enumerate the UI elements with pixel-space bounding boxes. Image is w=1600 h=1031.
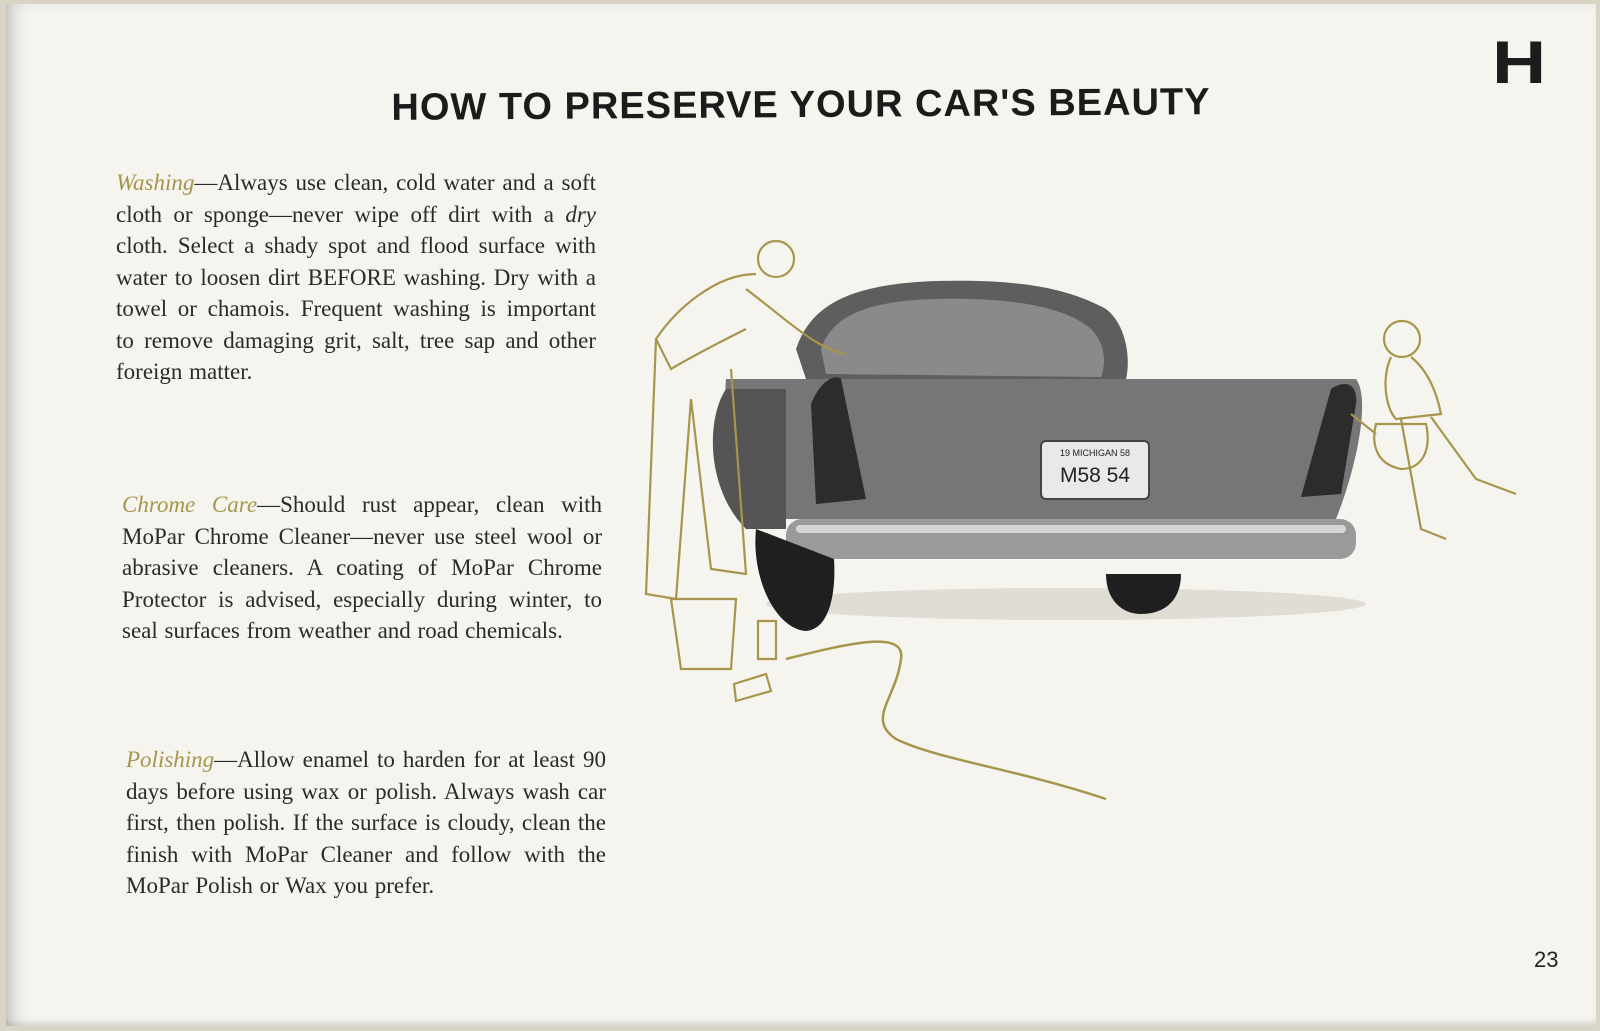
man-head: [758, 241, 794, 277]
boy-head: [1384, 321, 1420, 357]
car-washing-illustration: [636, 229, 1556, 829]
car-shadow: [766, 588, 1366, 620]
washing-paragraph: [116, 167, 596, 388]
brush: [734, 674, 771, 701]
chrome-care-paragraph: [122, 489, 602, 647]
watering-can: [1351, 414, 1428, 469]
polishing-heading: Polishing: [126, 747, 215, 772]
washing-text: —Always use clean, cold water and a soft cloth or sponge—never wipe off dirt with a: [116, 170, 596, 227]
page-number: 23: [1534, 947, 1559, 972]
bumper-shine: [796, 525, 1346, 533]
washing-emphasis: dry: [565, 201, 596, 227]
polishing-paragraph: [126, 744, 606, 902]
cleaner-can: [758, 621, 776, 659]
section-letter: H: [1492, 29, 1547, 96]
manual-page: [6, 4, 1596, 1026]
license-plate-top-text: 19 MICHIGAN 58: [1059, 448, 1131, 458]
bucket: [671, 599, 736, 669]
polishing-text: —Allow enamel to harden for at least 90 days before using wax or polish. Always wash car first, then polish. If the surface is cloudy, clean the finish with MoPar Cleaner and follow with the MoPar Polish or Wax you prefer.: [126, 747, 606, 898]
car: [713, 281, 1362, 631]
page-title: HOW TO PRESERVE YOUR CAR'S BEAUTY: [391, 81, 1211, 129]
left-side: [713, 389, 786, 529]
man-torso: [656, 274, 756, 369]
washing-text-continued: cloth. Select a shady spot and flood surface with water to loosen dirt BEFORE washing. Dry with a towel or chamois. Frequent washing is important to remove damaging grit, salt, tree sap and other foreign matter.: [116, 233, 596, 384]
boy-body: [1386, 357, 1441, 419]
boy-legs: [1401, 417, 1516, 539]
washing-heading: Washing: [116, 170, 195, 195]
hose: [786, 642, 1106, 799]
boy-figure: [1351, 321, 1516, 539]
license-plate-text: M58 54: [1059, 464, 1131, 487]
chrome-care-heading: Chrome Care: [122, 492, 258, 517]
chrome-care-text: —Should rust appear, clean with MoPar Chrome Cleaner—never use steel wool or abrasive cleaners. A coating of MoPar Chrome Protector is advised, especially during winter, to seal surfaces from weather and road chemicals.: [122, 492, 603, 643]
